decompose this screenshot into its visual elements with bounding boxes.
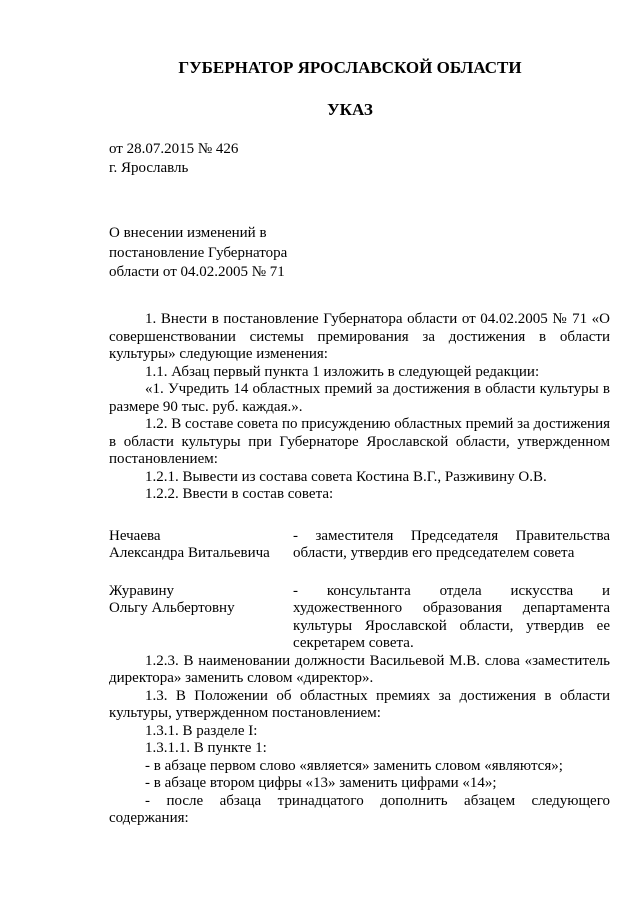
document-date-number: от 28.07.2015 № 426: [109, 141, 239, 157]
paragraph-dash-1: - в абзаце первом слово «является» заменить словом «являются»;: [145, 757, 563, 774]
subject-line: области от 04.02.2005 № 71: [109, 264, 285, 280]
document-type-heading: УКАЗ: [327, 100, 373, 119]
member-role: - консультанта отдела искусства и художественного образования департамента культуры Ярославской области, утвердив ее секретарем совета.: [293, 582, 610, 651]
subject-line: О внесении изменений в: [109, 225, 267, 241]
paragraph-1-1-quote: «1. Учредить 14 областных премий за достижения в области культуры в размере 90 тыс. руб. каждая.».: [109, 381, 610, 415]
paragraph-dash-2: - в абзаце втором цифры «13» заменить цифрами «14»;: [145, 775, 497, 791]
paragraph-1-2-1: 1.2.1. Вывести из состава совета Костина В.Г., Разживину О.В.: [145, 468, 547, 485]
paragraph-1-1: 1.1. Абзац первый пункта 1 изложить в следующей редакции:: [145, 363, 540, 380]
issuing-authority-heading: ГУБЕРНАТОР ЯРОСЛАВСКОЙ ОБЛАСТИ: [178, 58, 522, 77]
paragraph-1-2-3: 1.2.3. В наименовании должности Васильевой М.В. слова «заместитель директора» заменить словом «директор».: [109, 652, 610, 686]
member-name-line: Александра Витальевича: [109, 545, 270, 561]
member-name: [109, 528, 293, 563]
paragraph-1-3-1: 1.3.1. В разделе I:: [145, 722, 258, 739]
paragraph-1-3-1-1: 1.3.1.1. В пункте 1:: [145, 740, 267, 756]
paragraph-dash-3: - после абзаца тринадцатого дополнить абзацем следующего содержания:: [109, 792, 610, 826]
council-member: [109, 583, 610, 653]
paragraph-1-3: 1.3. В Положении об областных премиях за достижения в области культуры, утвержденном постановлением:: [109, 687, 610, 721]
member-name-line: Нечаева: [109, 527, 161, 544]
council-member: [109, 528, 610, 563]
member-name: [109, 583, 293, 653]
document-body: [109, 311, 610, 828]
member-name-line: Ольгу Альбертовну: [109, 600, 235, 616]
document-city: г. Ярославль: [109, 160, 189, 176]
member-name-line: Журавину: [109, 582, 175, 599]
paragraph-1-2: 1.2. В составе совета по присуждению областных премий за достижения в области культуры при Губернаторе Ярославской области, утвержденном постановлением:: [109, 416, 611, 467]
paragraph-1: 1. Внести в постановление Губернатора области от 04.02.2005 № 71 «О совершенствовании системы премирования за достижения в области культуры» следующие изменения:: [109, 311, 610, 362]
document-subject: [109, 224, 329, 283]
paragraph-1-2-2: 1.2.2. Ввести в состав совета:: [145, 486, 334, 502]
council-members-list: [109, 528, 610, 653]
member-role: - заместителя Председателя Правительства области, утвердив его председателем совета: [293, 527, 610, 561]
subject-line: постановление Губернатора: [109, 244, 288, 261]
